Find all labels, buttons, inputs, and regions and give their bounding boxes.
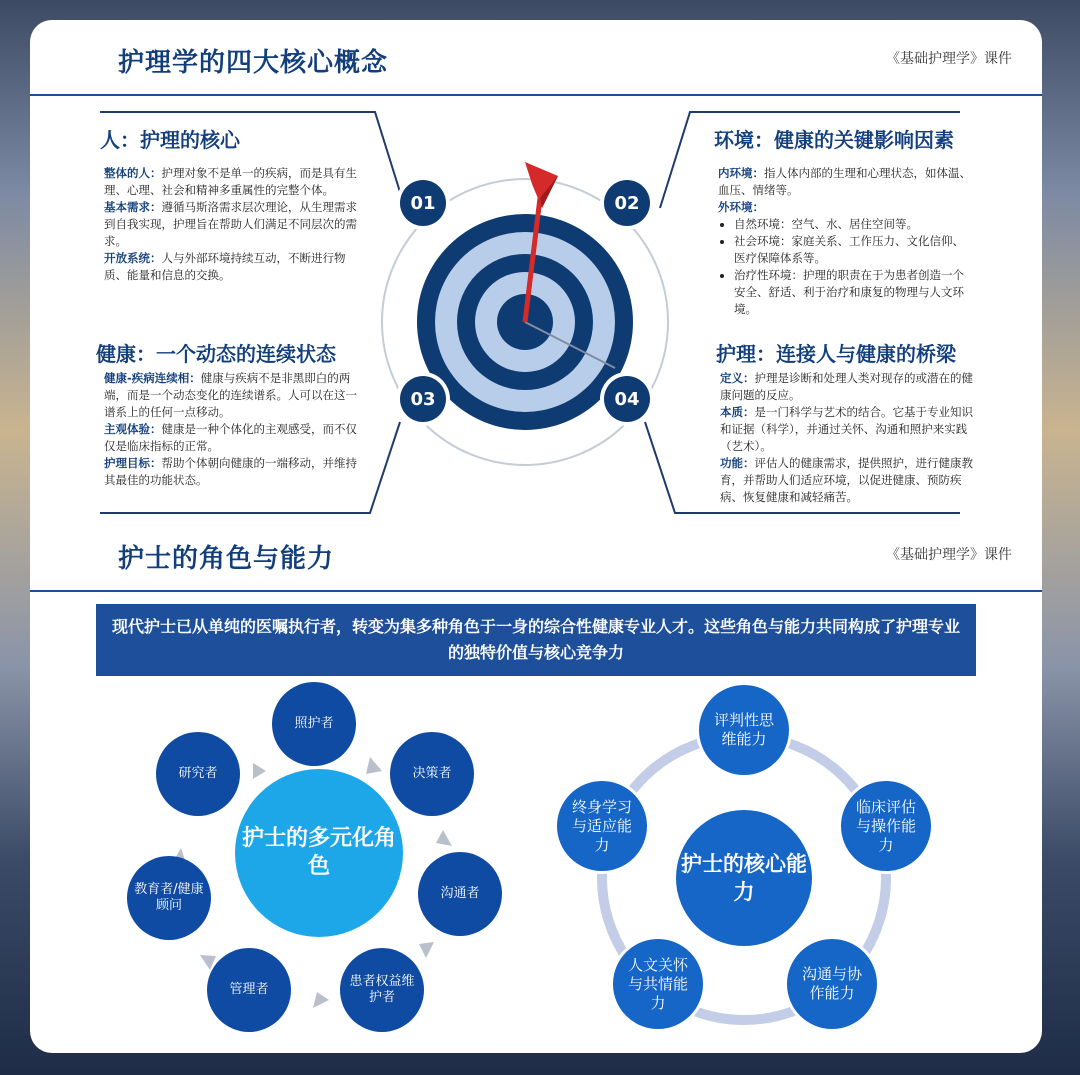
item-text: 指人体内部的生理和心理状态，如体温、血压、情绪等。 xyxy=(718,166,971,197)
inner-environment xyxy=(718,165,974,199)
bullet-item: • 治疗性环境：护理的职责在于为患者创造一个安全、舒适、利于治疗和康复的物理与人文环境。 xyxy=(734,267,974,318)
item-term: 整体的人： xyxy=(104,166,162,180)
concept-02-text xyxy=(718,165,974,318)
item-term: 本质： xyxy=(720,405,755,419)
role-educator: 教育者/健康顾问 xyxy=(127,856,211,940)
item-term: 外环境： xyxy=(718,200,764,214)
item-term: 健康-疾病连续相： xyxy=(104,371,201,385)
competency-center: 护士的核心能力 xyxy=(676,810,812,946)
competency-lifelong-learning: 终身学习与适应能力 xyxy=(554,778,650,874)
item-term: 内环境： xyxy=(718,166,764,180)
item-text: 评估人的健康需求，提供照护，进行健康教育，并帮助人们适应环境，以促进健康、预防疾病、恢复健康和减轻痛苦。 xyxy=(720,456,973,504)
concept-04-item xyxy=(720,455,974,506)
arrow-icon xyxy=(313,992,329,1008)
item-text: 护理对象不是单一的疾病，而是具有生理、心理、社会和精神多重属性的完整个体。 xyxy=(104,166,357,197)
concept-number-03: 03 xyxy=(400,376,446,422)
concept-04-item xyxy=(720,404,974,455)
concept-01-item xyxy=(104,199,366,250)
item-text: 护理是诊断和处理人类对现存的或潜在的健康问题的反应。 xyxy=(720,371,973,402)
section2-source: 《基础护理学》课件 xyxy=(886,547,1012,563)
section1-divider xyxy=(30,94,1042,96)
item-text: 是一门科学与艺术的结合。它基于专业知识和证据（科学），并通过关怀、沟通和照护来实践（艺术）。 xyxy=(720,405,973,453)
intro-banner: 现代护士已从单纯的医嘱执行者，转变为集多种角色于一身的综合性健康专业人才。这些角色与能力共同构成了护理专业的独特价值与核心竞争力 xyxy=(96,604,976,676)
item-text: 遵循马斯洛需求层次理论，从生理需求到自我实现，护理旨在帮助人们满足不同层次的需求。 xyxy=(104,200,357,248)
item-term: 主观体验： xyxy=(104,422,162,436)
concept-01-item xyxy=(104,165,366,199)
role-communicator: 沟通者 xyxy=(418,852,502,936)
item-text: 人与外部环境持续互动，不断进行物质、能量和信息的交换。 xyxy=(104,251,346,282)
roles-center: 护士的多元化角色 xyxy=(235,769,403,937)
concept-03-title: 健康：一个动态的连续状态 xyxy=(96,342,336,366)
concept-04-text xyxy=(720,370,974,506)
competency-clinical-assessment: 临床评估与操作能力 xyxy=(838,778,934,874)
arrow-icon xyxy=(253,763,266,779)
arrow-icon xyxy=(366,757,382,774)
item-term: 功能： xyxy=(720,456,755,470)
competency-critical-thinking: 评判性思维能力 xyxy=(696,682,792,778)
item-term: 开放系统： xyxy=(104,251,162,265)
role-researcher: 研究者 xyxy=(156,732,240,816)
competency-communication: 沟通与协作能力 xyxy=(784,936,880,1032)
item-term: 基本需求： xyxy=(104,200,162,214)
infographic-card xyxy=(30,20,1042,1053)
concept-04-item xyxy=(720,370,974,404)
concept-03-item xyxy=(104,421,366,455)
section2-title: 护士的角色与能力 xyxy=(118,544,335,574)
outer-environment xyxy=(718,199,974,216)
section2-divider xyxy=(30,590,1042,592)
concept-number-04: 04 xyxy=(604,376,650,422)
item-text: 帮助个体朝向健康的一端移动，并维持其最佳的功能状态。 xyxy=(104,456,357,487)
bullet-item: • 社会环境：家庭关系、工作压力、文化信仰、医疗保障体系等。 xyxy=(734,233,974,267)
concept-01-item xyxy=(104,250,366,284)
concept-number-01: 01 xyxy=(400,180,446,226)
item-text: 健康与疾病不是非黑即白的两端，而是一个动态变化的连续谱系。人可以在这一谱系上的任何一点移动。 xyxy=(104,371,357,419)
arrow-icon xyxy=(436,830,452,846)
concept-03-text xyxy=(104,370,366,489)
item-text: 健康是一种个体化的主观感受，而不仅仅是临床指标的正常。 xyxy=(104,422,357,453)
competency-humanistic-care: 人文关怀与共情能力 xyxy=(610,936,706,1032)
concept-01-text xyxy=(104,165,366,284)
role-decision-maker: 决策者 xyxy=(390,732,474,816)
section1-source: 《基础护理学》课件 xyxy=(886,51,1012,67)
role-caregiver: 照护者 xyxy=(272,682,356,766)
section1-title: 护理学的四大核心概念 xyxy=(118,48,389,78)
item-term: 定义： xyxy=(720,371,755,385)
concept-02-title: 环境：健康的关键影响因素 xyxy=(714,128,954,152)
concept-01-title: 人：护理的核心 xyxy=(100,128,240,152)
role-patient-advocate: 患者权益维护者 xyxy=(340,948,424,1032)
concept-04-title: 护理：连接人与健康的桥梁 xyxy=(716,342,956,366)
bullet-item: • 自然环境：空气、水、居住空间等。 xyxy=(734,216,974,233)
concept-03-item xyxy=(104,370,366,421)
concept-number-02: 02 xyxy=(604,180,650,226)
concept-03-item xyxy=(104,455,366,489)
role-manager: 管理者 xyxy=(207,948,291,1032)
outer-environment-list xyxy=(718,216,974,318)
item-term: 护理目标： xyxy=(104,456,162,470)
arrow-icon xyxy=(419,942,434,958)
